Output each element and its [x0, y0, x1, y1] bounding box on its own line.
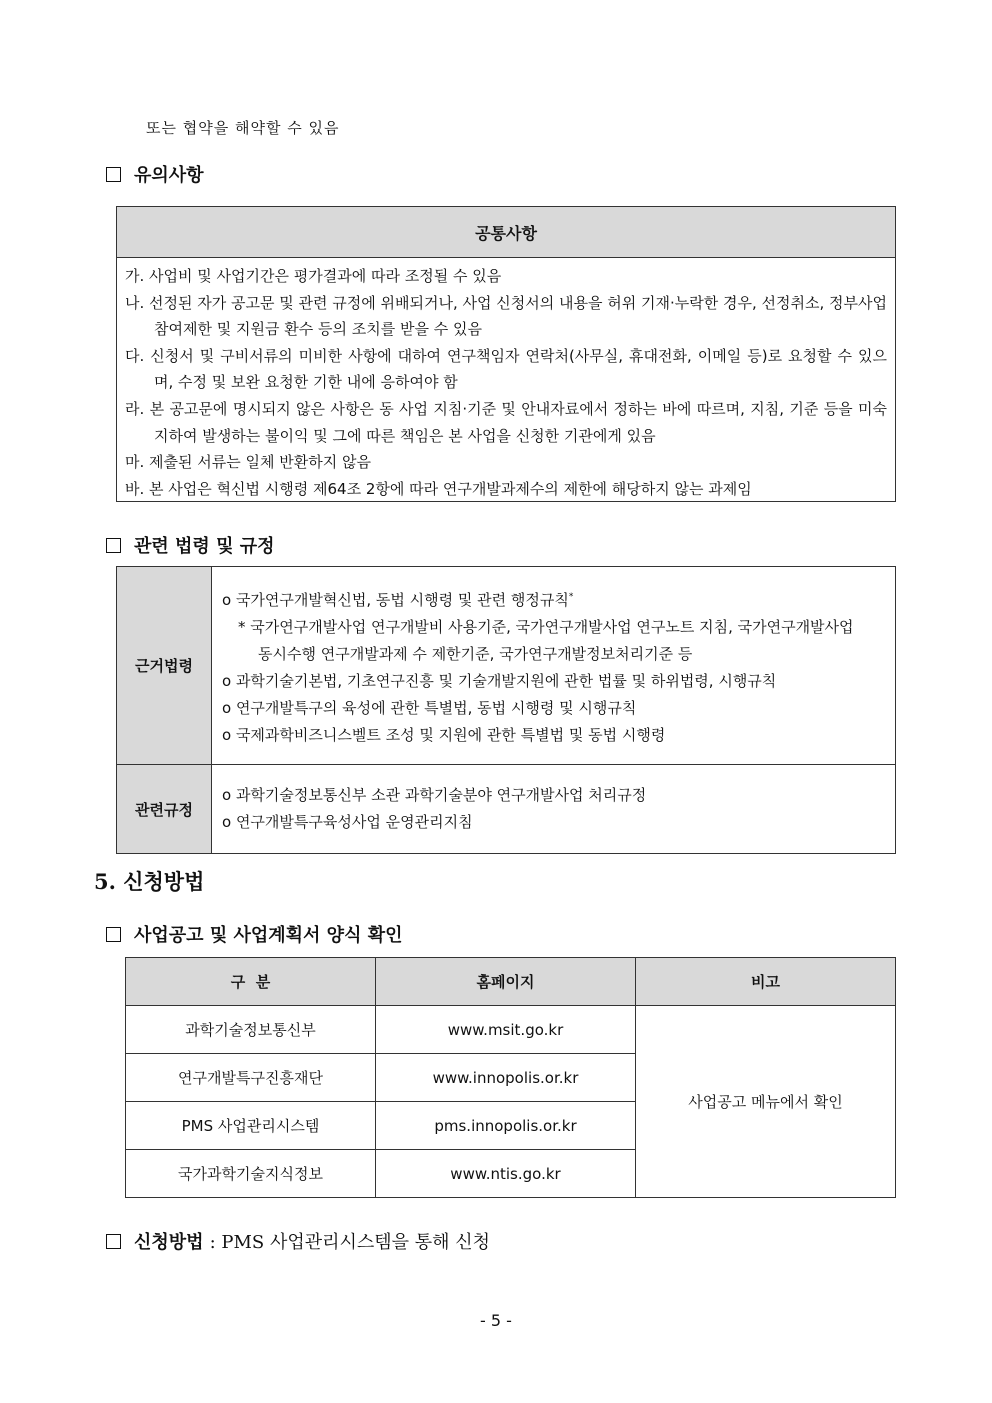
notice-item: 가. 사업비 및 사업기간은 평가결과에 따라 조정될 수 있음: [125, 267, 502, 285]
basis-line: o 과학기술기본법, 기초연구진흥 및 기술개발지원에 관한 법률 및 하위법령, 시행규칙: [222, 672, 777, 690]
basis-line: o 국가연구개발혁신법, 동법 시행령 및 관련 행정규칙*: [222, 591, 574, 609]
basis-line: o 국제과학비즈니스벨트 조성 및 지원에 관한 특별법 및 동법 시행령: [222, 726, 666, 744]
section-forms: [106, 921, 403, 947]
sites-table: [125, 957, 896, 1198]
site-url[interactable]: pms.innopolis.or.kr: [376, 1102, 636, 1150]
notice-item: 바. 본 사업은 혁신법 시행령 제64조 2항에 따라 연구개발과제수의 제한에 해당하지 않는 과제임: [125, 479, 752, 498]
checkbox-icon: [106, 927, 121, 942]
section-notes-title: 유의사항: [134, 165, 204, 186]
notice-table: [116, 206, 896, 502]
basis-label: 근거법령: [117, 567, 212, 765]
section-apply-text: : PMS 사업관리시스템을 통해 신청: [209, 1232, 491, 1253]
checkbox-icon: [106, 167, 121, 182]
section-notes: [106, 161, 204, 187]
rules-line: o 과학기술정보통신부 소관 과학기술분야 연구개발사업 처리규정: [222, 786, 647, 804]
checkbox-icon: [106, 538, 121, 553]
site-name: PMS 사업관리시스템: [126, 1102, 376, 1150]
site-name: 국가과학기술지식정보: [126, 1150, 376, 1198]
section-laws: [106, 532, 275, 558]
notice-body: [117, 258, 895, 502]
col-header: 구 분: [126, 958, 376, 1006]
site-name: 과학기술정보통신부: [126, 1006, 376, 1054]
col-header: 홈페이지: [376, 958, 636, 1006]
col-header: 비고: [636, 958, 896, 1006]
section-apply: [106, 1228, 490, 1254]
notice-item: 다. 신청서 및 구비서류의 미비한 사항에 대하여 연구책임자 연락처(사무실, 휴대전화, 이메일 등)로 요청할 수 있으며, 수정 및 보완 요청한 기한 내에 응하여야 함: [125, 346, 887, 392]
basis-line: o 연구개발특구의 육성에 관한 특별법, 동법 시행령 및 시행규칙: [222, 699, 637, 717]
rules-label: 관련규정: [117, 765, 212, 854]
site-url[interactable]: www.innopolis.or.kr: [376, 1054, 636, 1102]
notice-item: 나. 선정된 자가 공고문 및 관련 규정에 위배되거나, 사업 신청서의 내용을 허위 기재·누락한 경우, 선정취소, 정부사업 참여제한 및 지원금 환수 등의 조치를 받을 수 있음: [125, 293, 887, 339]
notice-header: 공통사항: [117, 207, 895, 258]
continuation-text: 또는 협약을 해약할 수 있음: [146, 119, 340, 137]
section-apply-title: 신청방법: [134, 1232, 204, 1253]
basis-note: 동시수행 연구개발과제 수 제한기준, 국가연구개발정보처리기준 등: [258, 645, 693, 663]
site-url[interactable]: www.msit.go.kr: [376, 1006, 636, 1054]
site-remark: 사업공고 메뉴에서 확인: [636, 1006, 896, 1198]
site-url[interactable]: www.ntis.go.kr: [376, 1150, 636, 1198]
site-name: 연구개발특구진흥재단: [126, 1054, 376, 1102]
notice-item: 마. 제출된 서류는 일체 반환하지 않음: [125, 453, 371, 472]
table-row: [126, 1006, 896, 1054]
checkbox-icon: [106, 1234, 121, 1249]
heading-5: 5. 신청방법: [94, 869, 205, 894]
section-forms-title: 사업공고 및 사업계획서 양식 확인: [134, 925, 403, 946]
section-laws-title: 관련 법령 및 규정: [134, 536, 275, 557]
rules-content: [212, 765, 896, 854]
notice-item: 라. 본 공고문에 명시되지 않은 사항은 동 사업 지침·기준 및 안내자료에서 정하는 바에 따르며, 지침, 기준 등을 미숙지하여 발생하는 불이익 및 그에 따른 책임은 본 사업을 신청한 기관에게 있음: [125, 399, 887, 445]
basis-content: [212, 567, 896, 765]
laws-table: [116, 566, 896, 854]
page-number: - 5 -: [480, 1311, 512, 1330]
basis-note: * 국가연구개발사업 연구개발비 사용기준, 국가연구개발사업 연구노트 지침, 국가연구개발사업: [238, 618, 854, 636]
rules-line: o 연구개발특구육성사업 운영관리지침: [222, 813, 473, 831]
